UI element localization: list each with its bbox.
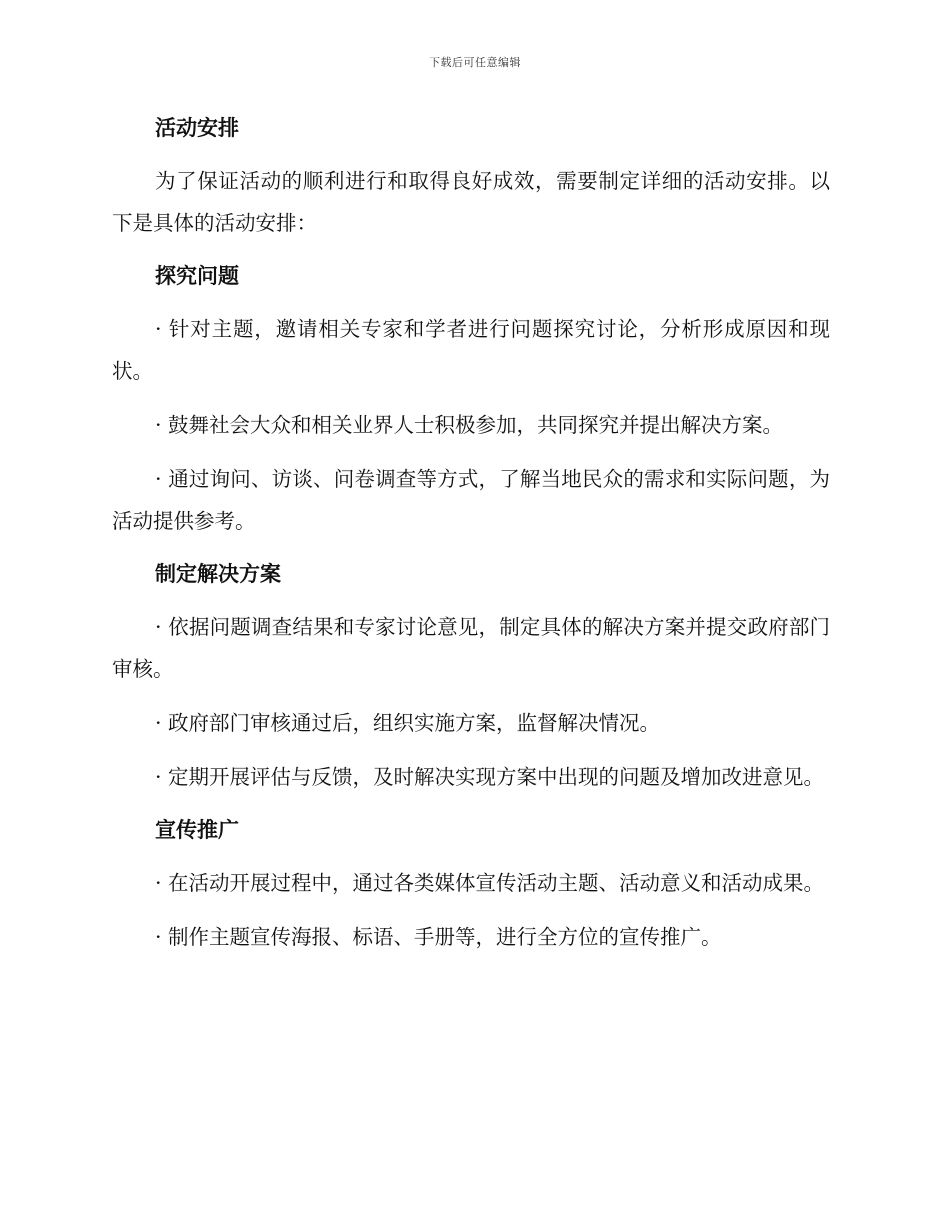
intro-paragraph: 为了保证活动的顺利进行和取得良好成效，需要制定详细的活动安排。以下是具体的活动安排：	[112, 169, 830, 235]
solution-item-2: · 政府部门审核通过后，组织实施方案，监督解决情况。	[155, 711, 661, 735]
solution-item-3: · 定期开展评估与反馈，及时解决实现方案中出现的问题及增加改进意见。	[155, 765, 825, 789]
page-header: 下载后可任意编辑	[429, 56, 521, 69]
explore-item-2: · 鼓舞社会大众和相关业界人士积极参加，共同探究并提出解决方案。	[155, 413, 784, 437]
explore-item-3: · 通过询问、访谈、问卷调查等方式，了解当地民众的需求和实际问题，为活动提供参考。	[112, 467, 830, 533]
section-heading-make-solution: 制定解决方案	[155, 562, 281, 586]
section-heading-promotion: 宣传推广	[155, 818, 239, 842]
section-heading-activity-arrangement: 活动安排	[155, 116, 239, 140]
document-body	[112, 108, 830, 970]
explore-item-1: · 针对主题，邀请相关专家和学者进行问题探究讨论，分析形成原因和现状。	[112, 317, 830, 383]
section-heading-explore-problems: 探究问题	[155, 264, 239, 288]
solution-item-1: · 依据问题调查结果和专家讨论意见，制定具体的解决方案并提交政府部门审核。	[112, 615, 830, 681]
promotion-item-1: · 在活动开展过程中，通过各类媒体宣传活动主题、活动意义和活动成果。	[155, 871, 825, 895]
promotion-item-2: · 制作主题宣传海报、标语、手册等，进行全方位的宣传推广。	[155, 925, 722, 949]
